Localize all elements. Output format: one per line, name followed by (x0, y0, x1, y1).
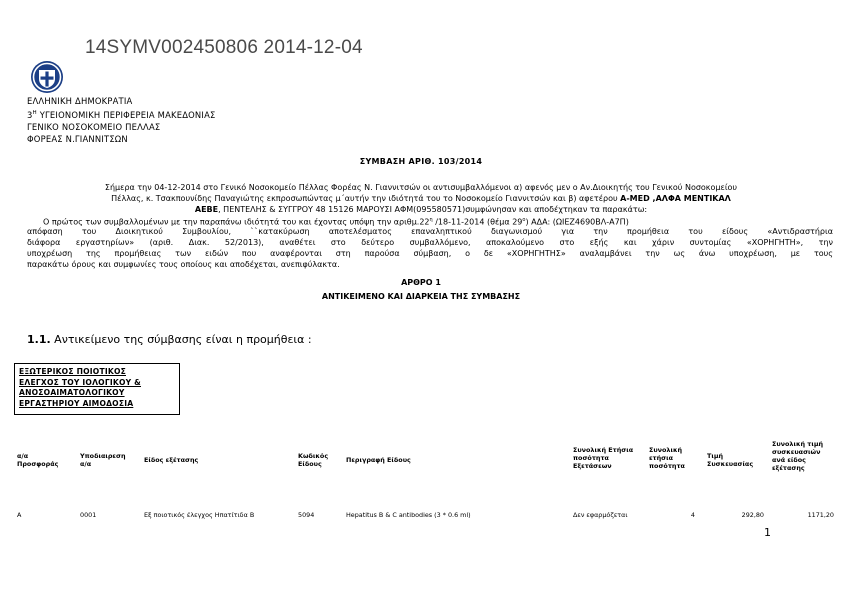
contract-title: ΣΥΜΒΑΣΗ ΑΡΙΘ. 103/2014 (359, 157, 483, 166)
body-line-5: παρακάτω όρους και συμφωνίες τους οποίους και αποδέχεται, ανεπιφύλακτα. (27, 260, 340, 269)
intro-line-1: Σήμερα την 04-12-2014 στο Γενικό Νοσοκομείο Πέλλας Φορέας Ν. Γιαννιτσών οι αντισυμβαλλόμενοι α) αφενός μεν ο Αν.Διοικητής του Γενικού Νοσοκομείου (104, 183, 738, 192)
subject-line: 1.1. Αντικείμενο της σύμβασης είναι η προμήθεια : (27, 333, 312, 346)
cell-total-annual-qty: 4 (690, 511, 695, 519)
cell-aa: Α (17, 511, 22, 519)
box-line: ΕΛΕΓΧΟΣ ΤΟΥ ΙΟΛΟΓΙΚΟΥ & (19, 377, 141, 387)
cell-description: Hepatitus B & C antibodies (3 * 0.6 ml) (346, 511, 471, 519)
document-id: 14SYMV002450806 2014-12-04 (85, 37, 363, 58)
body-line-1: Ο πρώτος των συμβαλλομένων με την παραπάνω ιδιότητά του και έχοντας υπόψη την $\alpha\rho\iota\theta\mu.22^\eta$ /18-11-2014 (θέμα $29^o$) ΑΔΑ: (ΩΙΕΖ4690ΒΛ-Α7Π) (43, 217, 629, 227)
header-line-hospital: ΓΕΝΙΚΟ ΝΟΣΟΚΟΜΕΙΟ ΠΕΛΛΑΣ (27, 122, 161, 132)
product-group-box (14, 363, 180, 415)
col-header-aa: α/α Προσφοράς (17, 452, 59, 468)
cell-package-price: 292,80 (741, 511, 764, 519)
intro-line-3: ΑΕΒΕ, ΠΕΝΤΕΛΗΣ & ΣΥΓΓΡΟΥ 48 15126 ΜΑΡΟΥΣΙ ΑΦΜ(095580571)συμφώνησαν και αποδέχτηκαν τα παρακάτω: (194, 205, 648, 214)
header-line-region: $3^H$ ΥΓΕΙΟΝΟΜΙΚΗ ΠΕΡΙΦΕΡΕΙΑ ΜΑΚΕΔΟΝΙΑΣ (27, 109, 216, 120)
body-line-2: απόφαση του Διοικητικού Συμβουλίου, ``κατακύρωση αποτελέσματος επαναληπτικού διαγωνισμού για την προμήθεια του είδους «Αντιδραστήρια (27, 227, 833, 236)
col-header-total-price: Συνολική τιμή συσκευασιών ανά είδος εξέτασης (772, 440, 824, 472)
header-line-unit: ΦΟΡΕΑΣ Ν.ΓΙΑΝΝΙΤΣΩΝ (27, 134, 128, 144)
box-line: ΕΡΓΑΣΤΗΡΙΟΥ ΑΙΜΟΔΟΣΙΑ (19, 398, 134, 408)
col-header-package-price: Τιμή Συσκευασίας (707, 452, 754, 468)
article-title: ΑΝΤΙΚΕΙΜΕΝΟ ΚΑΙ ΔΙΑΡΚΕΙΑ ΤΗΣ ΣΥΜΒΑΣΗΣ (321, 292, 521, 301)
cell-code: 5094 (298, 511, 315, 519)
box-line: ΑΝΟΣΟΑΙΜΑΤΟΛΟΓΙΚΟΥ (19, 388, 125, 398)
article-number: ΑΡΘΡΟ 1 (401, 278, 441, 287)
body-line-4: υποχρέωση της προμήθειας των ειδών που αναφέρονται στη παρούσα σύμβαση, ο δε «ΧΟΡΗΓΗΤΗΣ» αναλαμβάνει την ως άνω υποχρέωση, με τους (27, 249, 833, 258)
cell-exam-type: Εξ ποιοτικός έλεγχος Ηπατίτιδα Β (144, 511, 255, 519)
col-header-total-annual-qty: Συνολική ετήσια ποσότητα (649, 446, 685, 470)
cell-total-annual-exams: Δεν εφαρμόζεται (573, 511, 628, 519)
col-header-exam-type: Είδος εξέτασης (144, 456, 199, 464)
cell-total-price: 1171,20 (807, 511, 834, 519)
col-header-subdivision: Υποδιαιρεση α/α (80, 452, 126, 468)
col-header-description: Περιγραφή Είδους (346, 456, 411, 464)
col-header-code: Κωδικός Είδους (298, 452, 329, 468)
intro-line-2: Πέλλας, κ. Τσακπουνίδης Παναγιώτης εκπροσωπώντας μ΄αυτήν την ιδιότητά του το Νοσοκομείο Γιαννιτσών και β) αφετέρου A-MED ,ΑΛΦΑ ΜΕΝΤΙΚΑΛ (111, 194, 731, 203)
page-number: 1 (764, 526, 771, 539)
box-line: ΕΞΩΤΕΡΙΚΟΣ ΠΟΙΟΤΙΚΟΣ (19, 367, 126, 376)
header-line-republic: ΕΛΛΗΝΙΚΗ ΔΗΜΟΚΡΑΤΙΑ (27, 96, 133, 106)
greek-emblem-icon (30, 60, 64, 94)
col-header-total-annual-exams: Συνολική Ετήσια ποσότητα Εξετάσεων (573, 446, 634, 470)
cell-subdivision: 0001 (80, 511, 97, 519)
body-line-3: διάφορα εργαστηρίων» (αριθ. Διακ. 52/2013), αναθέτει στο δεύτερο συμβαλλόμενο, αποκαλούμενο στο εξής και χάριν συντομίας «ΧΟΡΗΓΗΤΗ», την (27, 238, 833, 247)
